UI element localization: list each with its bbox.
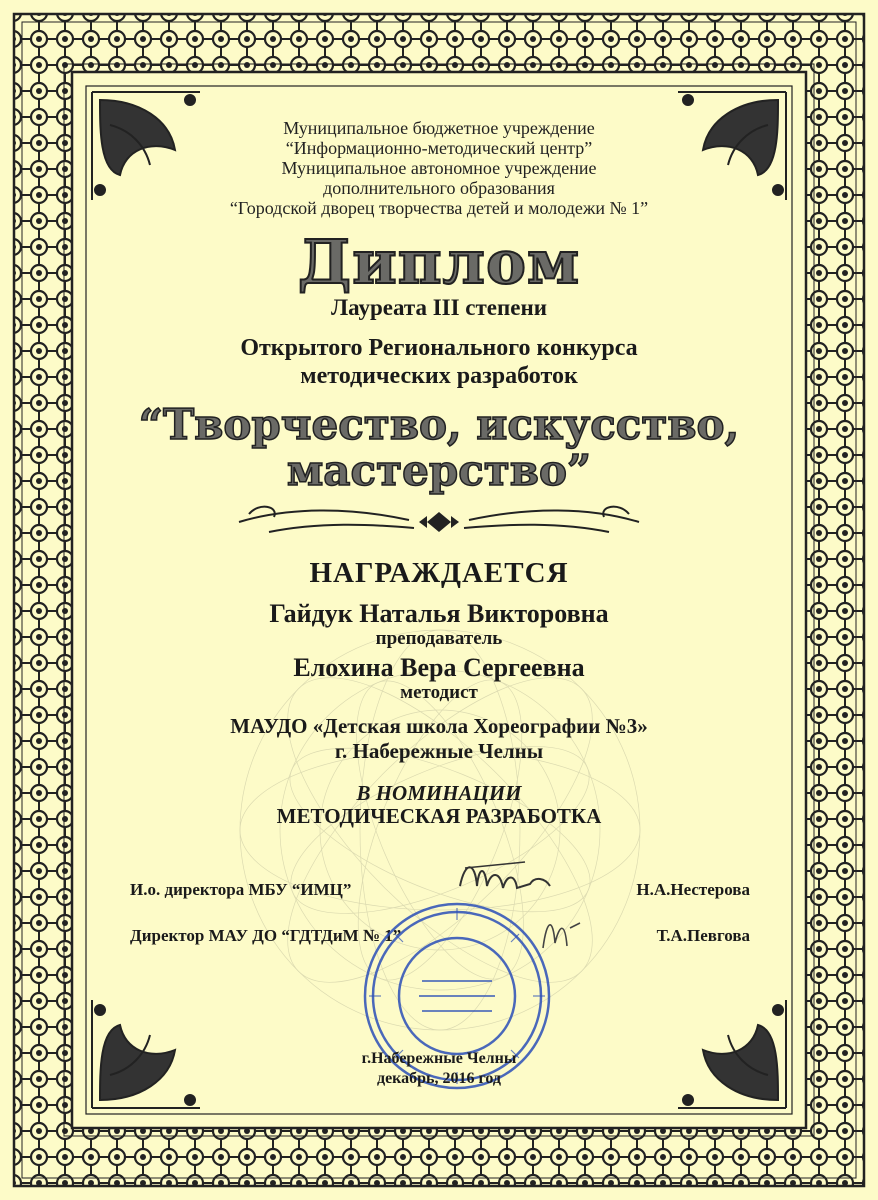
- recipient-role: преподаватель: [375, 628, 503, 649]
- contest-name: [95, 402, 783, 494]
- diploma-content: [95, 118, 783, 1088]
- org-line: дополнительного образования: [323, 178, 555, 198]
- school-city: г. Набережные Челны: [334, 739, 544, 763]
- signer-name: Н.А.Нестерова: [636, 880, 750, 899]
- nomination-label: В НОМИНАЦИИ: [356, 781, 522, 805]
- recipient-name: Елохина Вера Сергеевна: [293, 653, 585, 682]
- school-name: МАУДО «Детская школа Хореографии №3»: [230, 714, 648, 738]
- awarded-heading: НАГРАЖДАЕТСЯ: [309, 557, 569, 589]
- place: г.Набережные Челны: [361, 1050, 517, 1067]
- contest-line: методических разработок: [300, 363, 578, 389]
- org-line: “Информационно-методический центр”: [285, 138, 593, 158]
- divider-ornament: [229, 502, 649, 542]
- signer-position: Директор МАУ ДО “ГДТДиМ № 1”: [130, 926, 402, 945]
- contest-description: [95, 334, 783, 390]
- laureate-degree: Лауреата III степени: [331, 295, 547, 320]
- contest-name-line: мастерство”: [286, 446, 592, 495]
- issuing-organizations: [95, 118, 783, 218]
- nomination-value: МЕТОДИЧЕСКАЯ РАЗРАБОТКА: [276, 804, 602, 828]
- contest-name-line: “Творчество, искусство,: [138, 400, 740, 449]
- org-line: Муниципальное бюджетное учреждение: [283, 118, 595, 138]
- recipient-name: Гайдук Наталья Викторовна: [269, 599, 609, 628]
- org-line: Муниципальное автономное учреждение: [281, 158, 597, 178]
- recipient-role: методист: [400, 682, 478, 703]
- signer-name: Т.А.Певгова: [656, 926, 750, 945]
- signer-position: И.о. директора МБУ “ИМЦ”: [130, 880, 352, 899]
- contest-line: Открытого Регионального конкурса: [240, 335, 638, 361]
- diploma-title: Диплом: [297, 228, 581, 298]
- issue-date: декабрь, 2016 год: [376, 1070, 502, 1087]
- org-line: “Городской дворец творчества детей и молодежи № 1”: [229, 198, 649, 218]
